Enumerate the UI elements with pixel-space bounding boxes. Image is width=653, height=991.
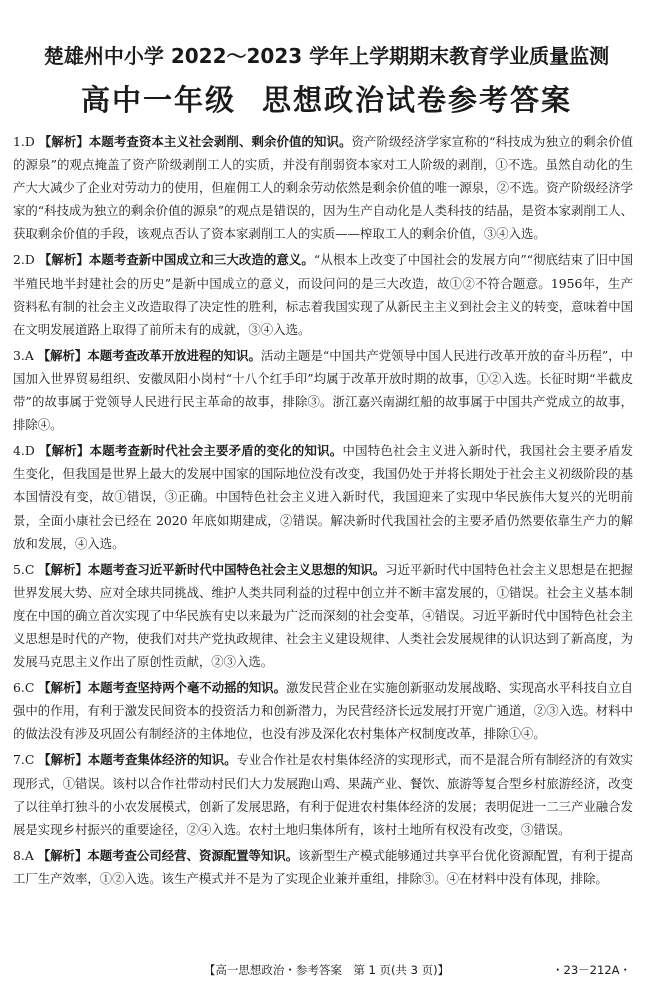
analysis-tag: 【解析】 <box>38 134 89 149</box>
answer-topic: 本题考查集体经济的知识。 <box>87 752 237 768</box>
subject-label: 思想政治试卷参考答案 <box>262 83 573 117</box>
answer-topic: 本题考查坚持两个毫不动摇的知识。 <box>87 680 287 696</box>
answer-explanation: 该新型生产模式能够通过共享平台优化资源配置，有利于提高工厂生产效率，①②入选。该生产模式并不是为了实现企业兼并重组，排除③。④在材料中没有体现，排除。 <box>13 847 633 886</box>
answer-explanation: 中国特色社会主义进入新时代，我国社会主要矛盾发生变化，但我国是世界上最大的发展中国家的国际地位没有改变，我国仍处于并将长期处于社会主义初级阶段的基本国情没有变，故①错误，③正确。中国特色社会主义进入新时代，我国迎来了实现中华民族伟大复兴的光明前景，全面小康社会已经在 2020 年底如期建成，②错误。解决新时代我国社会的主要矛盾仍然要依靠生产力的解放和发展，④入选。 <box>13 443 634 551</box>
answer-topic: 本题考查习近平新时代中国特色社会主义思想的知识。 <box>87 561 386 577</box>
answer-number: 7.C <box>13 752 35 768</box>
answer-explanation: “从根本上改变了中国社会的发展方向”“彻底结束了旧中国半殖民地半封建社会的历史”是新中国成立的意义，而设问问的是三大改造，故①②不符合题意。1956年，生产资料私有制的社会主义改造取得了决定性的胜利，标志着我国实现了从新民主主义到社会主义的转变，意味着中国在文明发展道路上取得了前所未有的成就，③④入选。 <box>13 252 634 337</box>
answer-topic: 本题考查改革开放进程的知识。 <box>87 347 261 363</box>
answer-explanation: 激发民营企业在实施创新驱动发展战略、实现高水平科技自立自强中的作用，有利于激发民间资本的投资活力和创新潜力，为民营经济长远发展打开宽广通道，②③入选。材料中的做法没有涉及巩固公有制经济的主体地位，也没有涉及深化农村集体产权制度改革，排除①④。 <box>13 680 634 742</box>
answer-sheet-title <box>0 78 653 119</box>
answer-number: 5.C <box>13 561 35 577</box>
answer-number: 4.D <box>13 443 35 459</box>
answer-number: 1.D <box>13 134 35 149</box>
answer-list <box>13 130 633 893</box>
analysis-tag: 【解析】 <box>37 847 88 863</box>
analysis-tag: 【解析】 <box>37 347 88 363</box>
answer-item-2 <box>13 248 633 340</box>
answer-item-8 <box>13 844 633 890</box>
answer-item-3 <box>13 344 633 436</box>
answer-number: 8.A <box>13 847 34 863</box>
answer-explanation: 资产阶级经济学家宣称的“科技成为独立的剩余价值的源泉”的观点掩盖了资产阶级剥削工人的实质，并没有削弱资本家对工人阶级的剥削，①不选。虽然自动化的生产大大减少了企业对劳动力的使用，但雇佣工人的剩余劳动依然是剩余价值的唯一源泉，②不选。资产阶级经济学家的“科技成为独立的剩余价值的源泉”的观点是错误的，因为生产自动化是人类科技的结晶，是资本家剥削工人、获取剩余价值的手段，该观点否认了资本家剥削工人的实质——榨取工人的剩余价值，③④入选。 <box>13 134 634 242</box>
answer-explanation: 活动主题是“中国共产党领导中国人民进行改革开放的奋斗历程”，中国加入世界贸易组织、安徽凤阳小岗村“十八个红手印”均属于改革开放时期的故事，①②入选。长征时期“半截皮带”的故事属于党领导人民进行民主革命的故事，排除③。浙江嘉兴南湖红船的故事属于中国共产党成立的故事，排除④。 <box>13 347 634 433</box>
analysis-tag: 【解析】 <box>38 561 88 577</box>
grade-label: 高中一年级 <box>80 83 236 117</box>
page-footer <box>0 962 653 982</box>
answer-number: 6.C <box>13 680 35 696</box>
footer-page-info: 【高一思想政治・参考答案 第 1 页(共 3 页)】 <box>203 963 450 977</box>
analysis-tag: 【解析】 <box>38 252 89 268</box>
answer-item-4 <box>13 439 633 554</box>
answer-item-7 <box>13 748 633 840</box>
exam-title: 楚雄州中小学 2022～2023 学年上学期期末教育学业质量监测 <box>43 44 610 68</box>
analysis-tag: 【解析】 <box>38 752 88 768</box>
analysis-tag: 【解析】 <box>38 443 90 459</box>
answer-explanation: 专业合作社是农村集体经济的实现形式，而不是混合所有制经济的有效实现形式，①错误。该村以合作社带动村民们大力发展跑山鸡、果蔬产业、餐饮、旅游等复合型乡村旅游经济，改变了以往单打独斗的小农发展模式，创新了发展思路，有利于促进农村集体经济的发展；表明促进一二三产业融合发展是实现乡村振兴的重要途径，②④入选。农村土地归集体所有，该村土地所有权没有改变，③错误。 <box>13 752 634 837</box>
footer-paper-code: ・23－212A・ <box>552 963 631 977</box>
answer-item-5 <box>13 558 633 673</box>
answer-item-1 <box>13 130 633 245</box>
answer-topic: 本题考查资本主义社会剥削、剩余价值的知识。 <box>88 134 352 149</box>
analysis-tag: 【解析】 <box>38 680 88 696</box>
answer-number: 2.D <box>13 252 35 268</box>
answer-item-6 <box>13 676 633 745</box>
answer-explanation: 习近平新时代中国特色社会主义思想是在把握世界发展大势、应对全球共同挑战、维护人类共同利益的过程中创立并不断丰富发展的，①错误。社会主义基本制度在中国的确立首次实现了中华民族有史以来最为广泛而深刻的社会变革，④错误。习近平新时代中国特色社会主义思想是时代的产物，使我们对共产党执政规律、社会主义建设规律、人类社会发展规律的认识达到了新高度，为发展马克思主义作出了原创性贡献，②③入选。 <box>13 561 634 670</box>
answer-topic: 本题考查新时代社会主要矛盾的变化的知识。 <box>89 443 343 459</box>
answer-topic: 本题考查公司经营、资源配置等知识。 <box>87 847 299 863</box>
answer-topic: 本题考查新中国成立和三大改造的意义。 <box>88 252 314 268</box>
answer-number: 3.A <box>13 347 34 363</box>
